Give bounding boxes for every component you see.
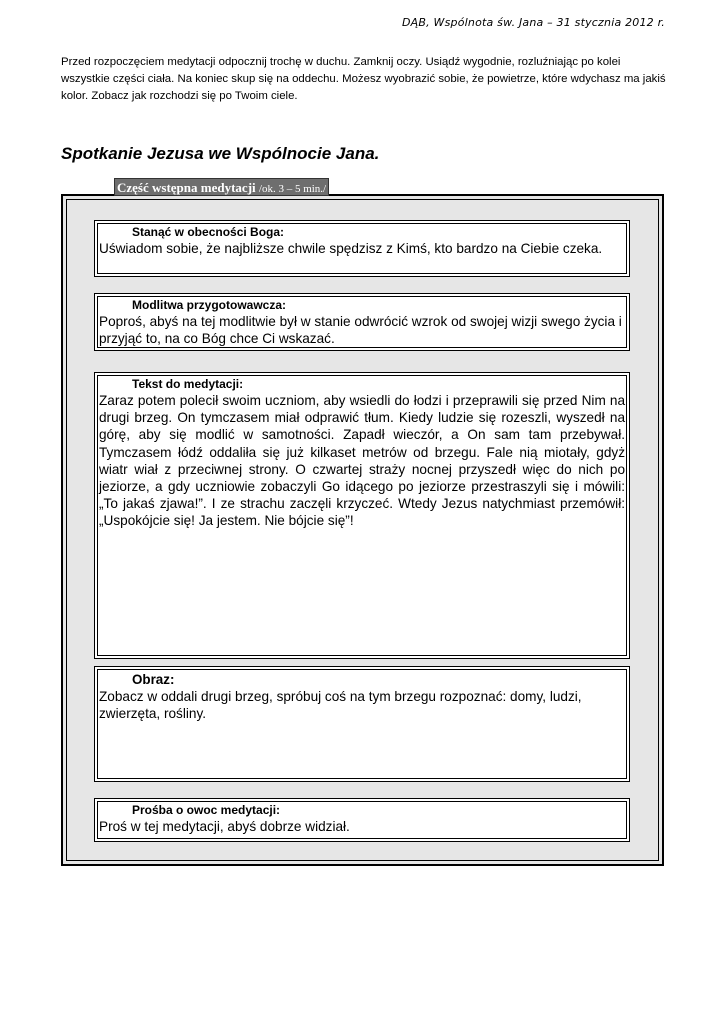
box-heading: Tekst do medytacji: [132,377,244,391]
box-preparatory-prayer [94,293,630,351]
intro-paragraph: Przed rozpoczęciem medytacji odpocznij trochę w duchu. Zamknij oczy. Usiądź wygodnie, rozluźniając po kolei wszystkie części ciała. Na koniec skup się na oddechu. Możesz wyobrazić sobie, że powietrze, które wdychasz ma jakiś kolor. Zobacz jak rozchodzi się po Twoim ciele. [61,56,666,102]
document-header: DĄB, Wspólnota św. Jana – 31 stycznia 2012 r. [401,16,665,29]
box-text: Proś w tej medytacji, abyś dobrze widział. [99,819,350,834]
box-heading: Stanąć w obecności Boga: [132,225,285,239]
box-text: Zaraz potem polecił swoim uczniom, aby wsiedli do łodzi i przeprawili się przed Nim na drugi brzeg. On tymczasem miał odprawić tłum. Kiedy ludzie się rozeszli, wyszedł na górę, aby się modlić w samotności. Zapadł wieczór, a On sam tam przebywał. Tymczasem łódź oddaliła się już kilkaset metrów od brzegu. Fale nią miotały, gdyż wiatr wiał z przeciwnej strony. O czwartej straży nocnej przyszedł więc do nich po jeziorze, a gdy uczniowie zobaczyli Go idącego po jeziorze przestraszyli się i mówili: „To jakaś zjawa!”. I ze strachu zaczęli krzyczeć. Wtedy Jezus natychmiast przemówił: „Uspokójcie się! Ja jestem. Nie bójcie się”! [99,393,625,529]
section-label [114,178,329,196]
box-image [94,666,630,782]
section-label-text: Część wstępna medytacji [117,180,256,195]
box-heading: Modlitwa przygotowawcza: [132,298,287,312]
page-title: Spotkanie Jezusa we Wspólnocie Jana. [61,144,380,163]
box-text: Poproś, abyś na tej modlitwie był w stanie odwrócić wzrok od swojej wizji swego życia i przyjąć to, na co Bóg chce Ci wskazać. [99,314,622,347]
section-duration-note: /ok. 3 – 5 min./ [258,183,327,195]
box-text: Uświadom sobie, że najbliższe chwile spędzisz z Kimś, kto bardzo na Ciebie czeka. [99,241,603,256]
box-petition [94,798,630,842]
meditation-frame [61,194,664,866]
box-presence-of-god [94,220,630,277]
box-heading: Obraz: [132,672,175,687]
box-meditation-text [94,372,630,659]
box-text: Zobacz w oddali drugi brzeg, spróbuj coś na tym brzegu rozpoznać: domy, ludzi, zwierzęta, rośliny. [99,689,582,722]
box-heading: Prośba o owoc medytacji: [132,803,281,817]
